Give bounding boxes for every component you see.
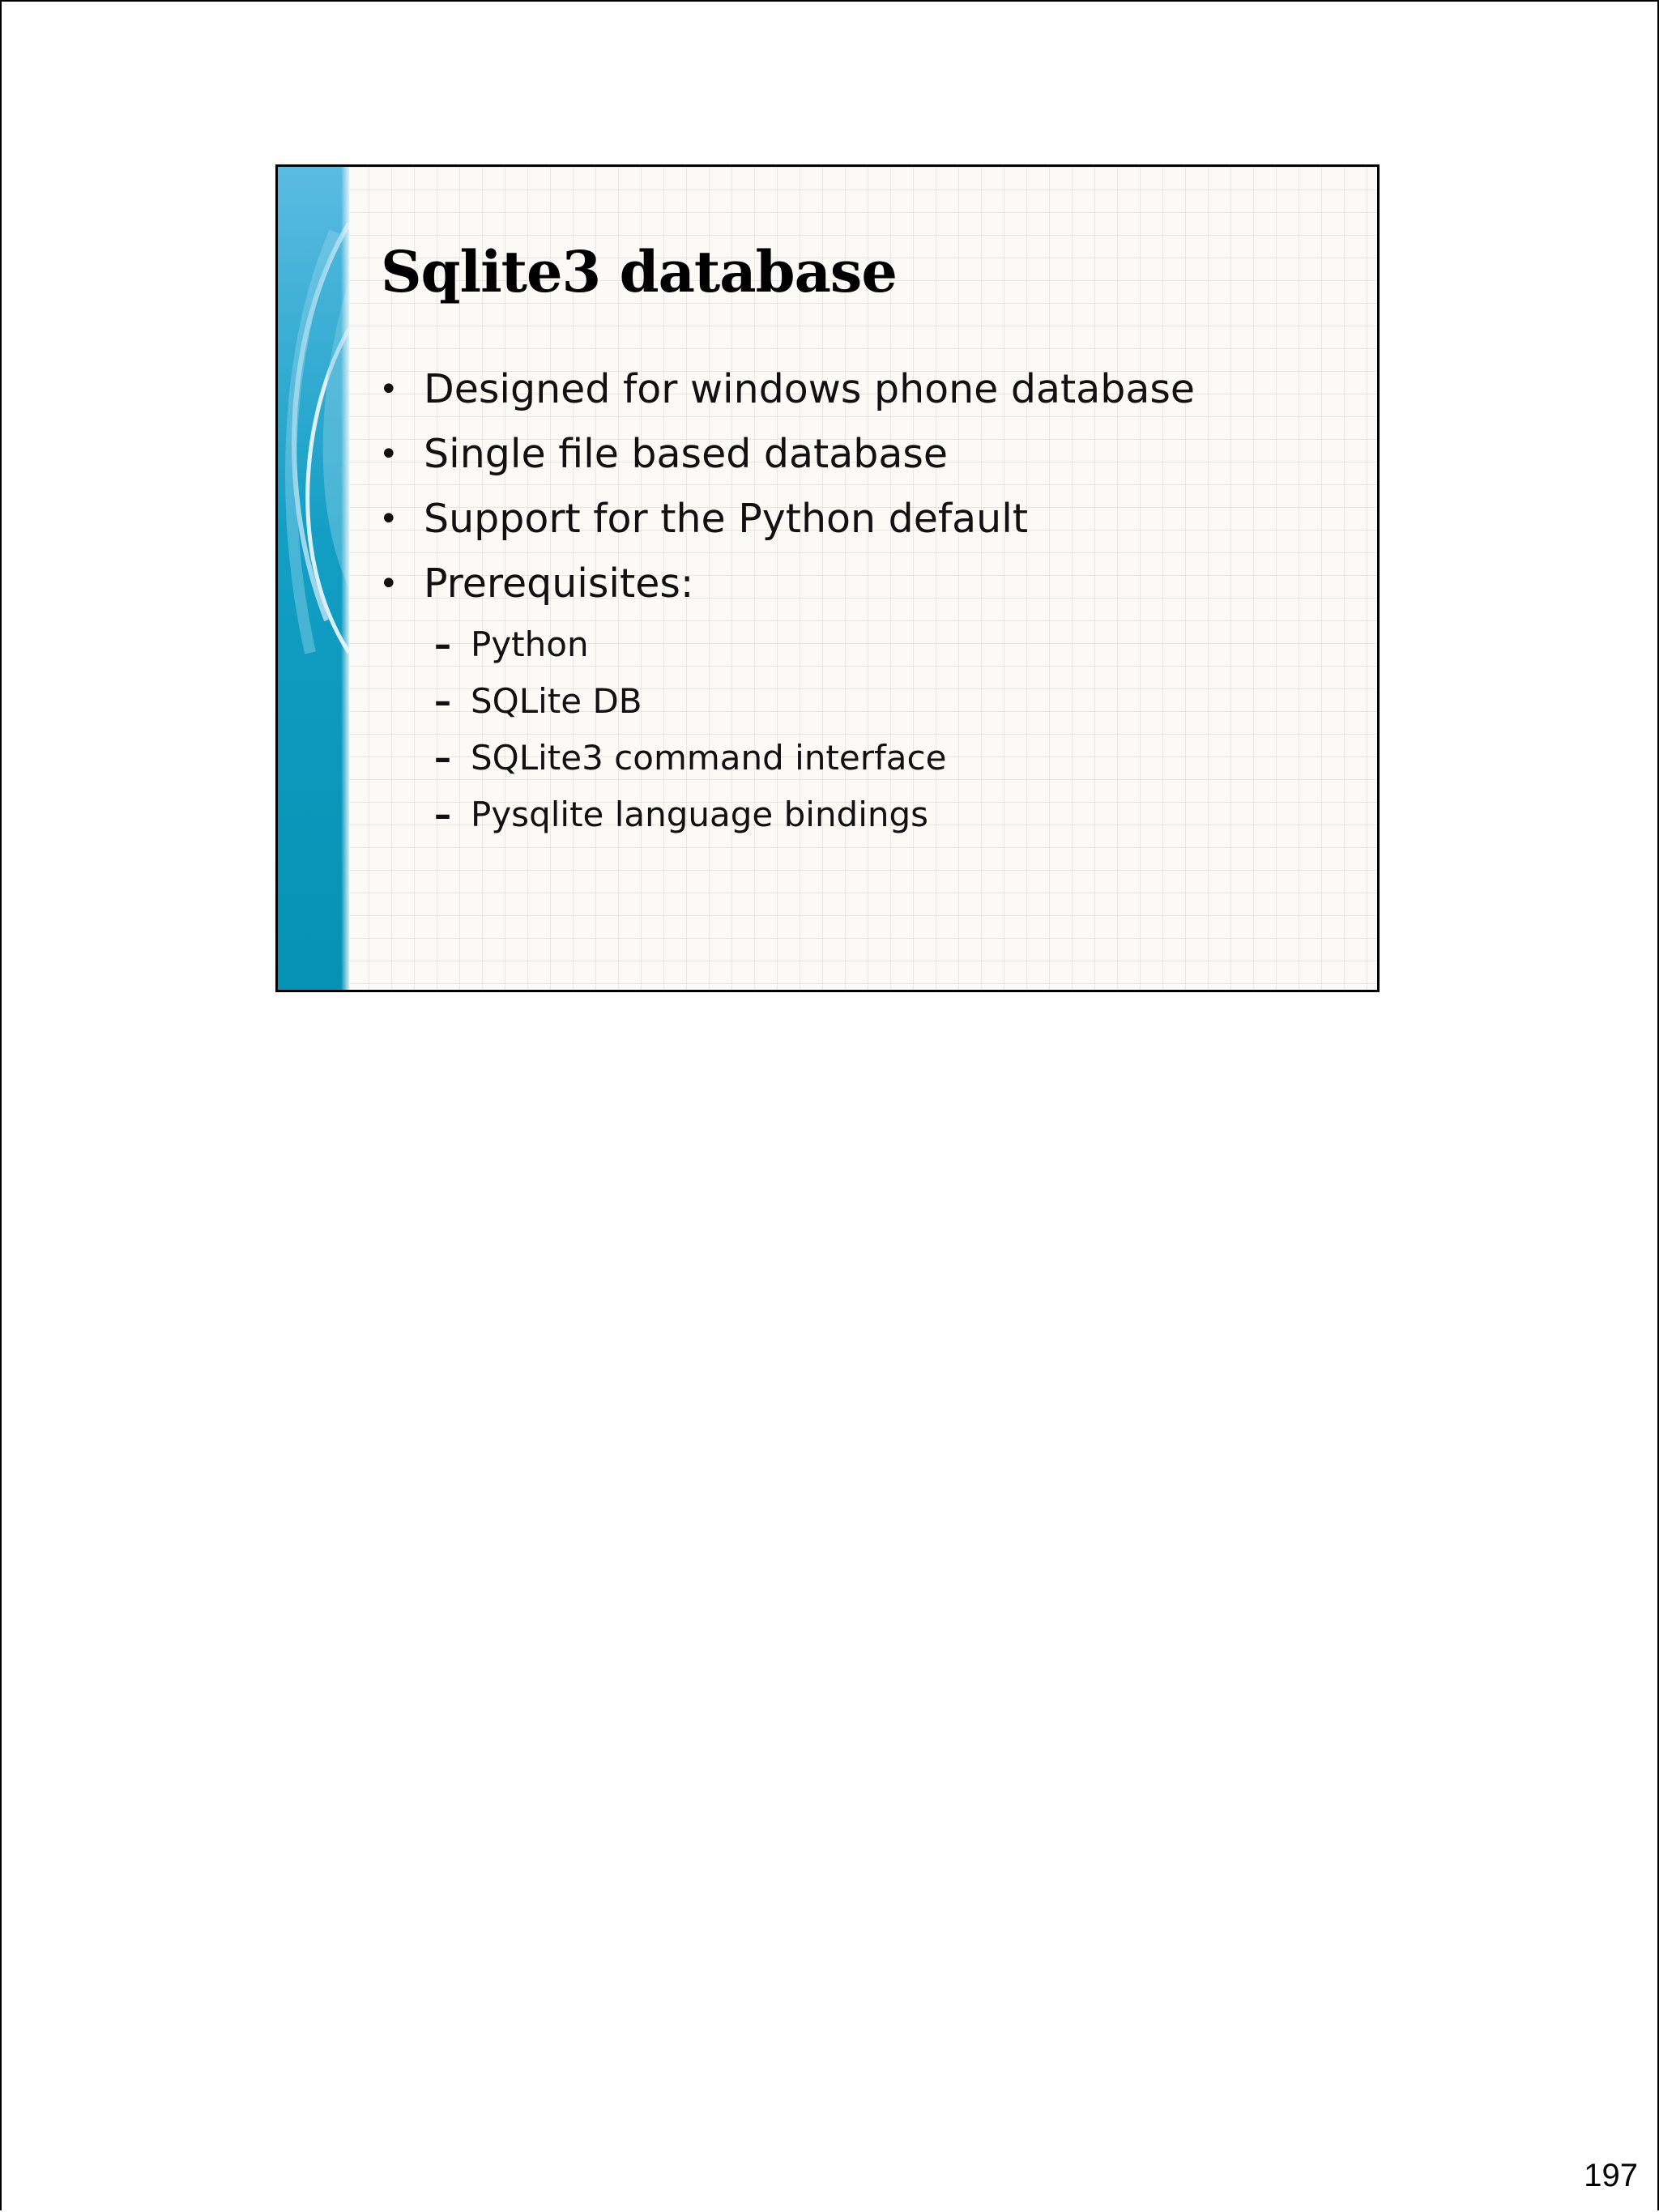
list-item	[379, 552, 1195, 616]
page-number: 197	[1584, 2158, 1638, 2193]
swirl-decoration-icon	[278, 167, 349, 990]
bullet-text: Single file based database	[424, 431, 949, 477]
bullet-text: Support for the Python default	[424, 496, 1029, 542]
list-item	[379, 422, 1195, 487]
bullet-marker: •	[379, 436, 399, 473]
bullet-text: Designed for windows phone database	[424, 366, 1196, 412]
sub-bullet-marker: –	[434, 624, 451, 664]
sub-bullet-list	[434, 616, 946, 843]
sub-bullet-text: SQLite DB	[471, 681, 642, 721]
sub-bullet-marker: –	[434, 738, 451, 778]
list-item	[379, 357, 1195, 422]
bullet-text: Prerequisites:	[424, 560, 694, 607]
slide-accent-band	[278, 167, 349, 990]
list-item	[434, 786, 946, 843]
list-item	[379, 487, 1195, 552]
sub-bullet-marker: –	[434, 795, 451, 834]
bullet-marker: •	[379, 565, 399, 603]
sub-bullet-text: Pysqlite language bindings	[471, 795, 929, 834]
list-item	[434, 673, 946, 730]
list-item	[434, 730, 946, 786]
bullet-list	[379, 357, 1195, 616]
sub-bullet-text: SQLite3 command interface	[471, 738, 947, 778]
slide-title: Sqlite3 database	[381, 238, 897, 305]
slide	[275, 164, 1380, 992]
sub-bullet-text: Python	[471, 624, 589, 664]
sub-bullet-marker: –	[434, 681, 451, 721]
list-item	[434, 616, 946, 673]
bullet-marker: •	[379, 371, 399, 408]
bullet-marker: •	[379, 501, 399, 538]
